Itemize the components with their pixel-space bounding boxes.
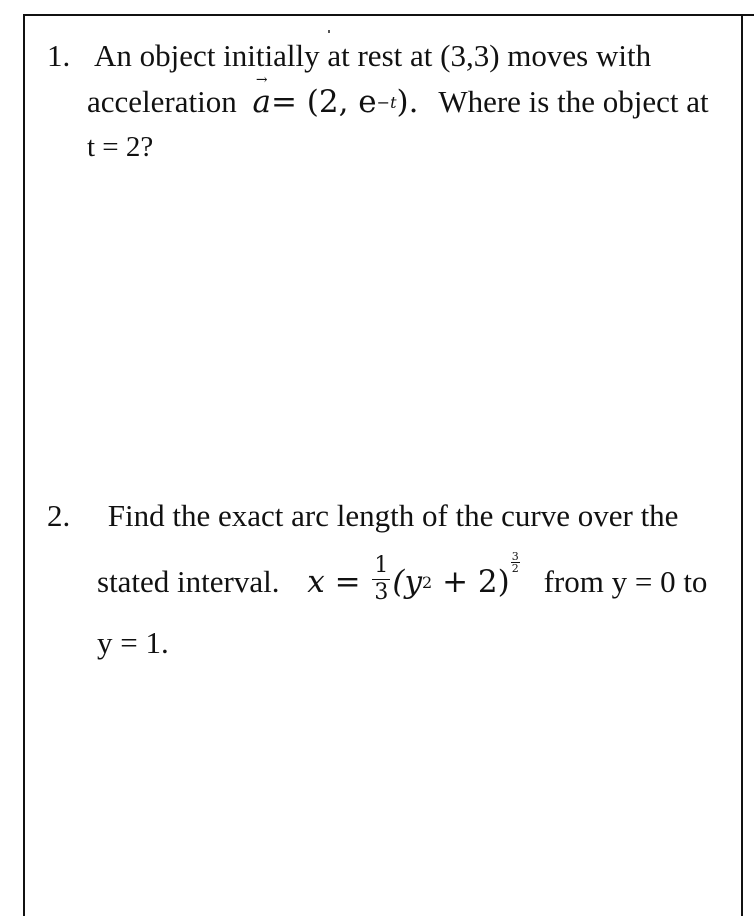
worksheet-frame-right bbox=[741, 14, 743, 916]
vector-arrow-icon: → bbox=[255, 72, 268, 88]
problem-1-number: 1. bbox=[47, 38, 71, 73]
problem-2-number: 2. bbox=[47, 498, 71, 533]
problem-2-line-2 bbox=[97, 550, 708, 608]
exponent-neg-t: −t bbox=[376, 93, 397, 112]
worksheet-frame-top bbox=[23, 14, 754, 16]
problem-2-text-2-suffix: from y = 0 to bbox=[543, 564, 708, 599]
problem-1-text-2-suffix: Where is the object at bbox=[438, 84, 709, 119]
curve-equation: x = $\frac{1}{3}$ $(y^2 + 2)$ $\frac{3}{2}$ bbox=[307, 550, 519, 605]
problem-2-line-3: y = 1. bbox=[97, 625, 169, 660]
fraction-one-third: $\frac{1}{3}$ bbox=[374, 553, 389, 605]
acceleration-vector-expression: → a= (2, $e^{-t}$). bbox=[252, 72, 419, 120]
vector-a: → a bbox=[252, 72, 271, 120]
problem-2-text-1: Find the exact arc length of the curve over the bbox=[107, 498, 679, 533]
problem-1-line-2 bbox=[87, 72, 709, 120]
problem-1-text-1: An object initially at rest at (3,3) moves with bbox=[94, 38, 652, 73]
problem-1-text-2-prefix: acceleration bbox=[87, 84, 237, 119]
problem-1-line-3: t = 2? bbox=[87, 131, 154, 163]
exponent-three-halves: $\frac{3}{2}$ bbox=[511, 550, 519, 575]
worksheet-frame-left bbox=[23, 14, 25, 916]
scan-speck bbox=[328, 30, 330, 33]
problem-1-line-1 bbox=[47, 40, 651, 71]
problem-2-text-2-prefix: stated interval. bbox=[97, 564, 280, 599]
problem-2-line-1 bbox=[47, 500, 678, 531]
